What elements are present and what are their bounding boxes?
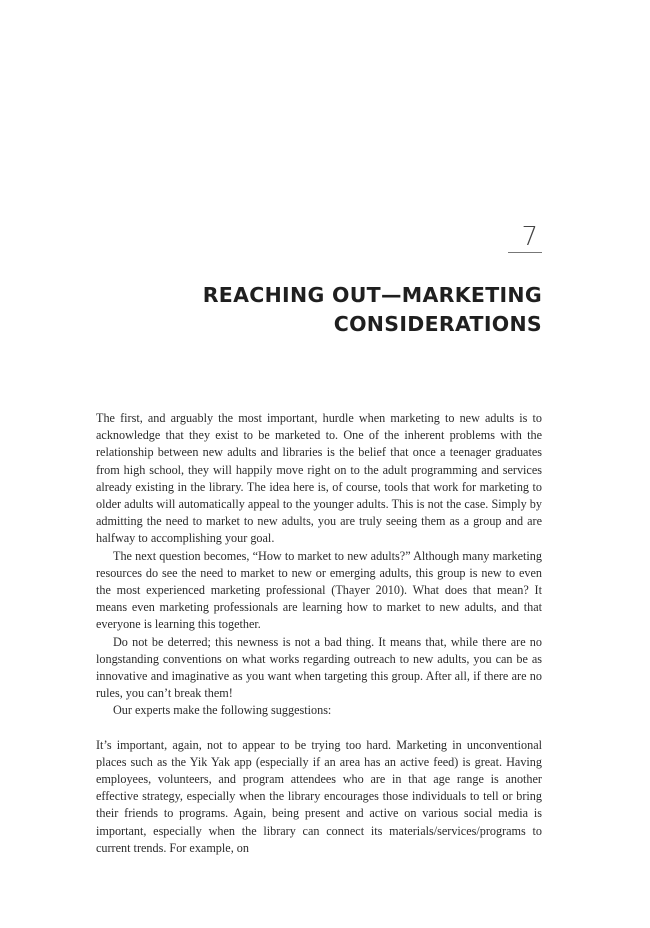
paragraph-do-not-be-deterred: Do not be deterred; this newness is not a bad thing. It means that, while there are no longstanding conventions on what works regarding outreach to new adults, you can be as innovative and imaginative as you want when targeting this group. After all, if there are no rules, you can’t break them!	[96, 634, 542, 701]
chapter-number: 7	[521, 222, 538, 252]
paragraph-expert-quote: It’s important, again, not to appear to be trying too hard. Marketing in unconventional places such as the Yik Yak app (especially if an area has an active feed) is great. Having employees, volunteers, and program attendees who are in that age range is another effective strategy, especially when the library encourages those individuals to tell or bring their friends to programs. Again, being present and active on various social media is important, especially when the library can connect its materials/services/programs to current trends. For example, on	[96, 737, 542, 855]
chapter-title	[82, 281, 542, 339]
body-text	[96, 410, 542, 857]
paragraph-intro: The first, and arguably the most important, hurdle when marketing to new adults is to acknowledge that they exist to be marketed to. One of the inherent problems with the relationship between new adults and libraries is the belief that once a teenager graduates from high school, they will happily move right on to the adult programming and services already existing in the library. The idea here is, of course, tools that work for marketing to older adults will automatically appeal to the younger adults. This is not the case. Simply by admitting the need to market to new adults, you are truly seeing them as a group and are halfway to accomplishing your goal.	[96, 411, 542, 546]
chapter-title-line-1: REACHING OUT—MARKETING	[202, 283, 542, 307]
paragraph-next-question: The next question becomes, “How to market to new adults?” Although many marketing resources do see the need to market to new or emerging adults, this group is new to even the most experienced marketing professional (Thayer 2010). What does that mean? It means even marketing professionals are learning how to market to new adults, and that everyone is learning this together.	[96, 548, 542, 632]
chapter-number-rule	[508, 252, 542, 253]
chapter-title-line-2: CONSIDERATIONS	[333, 312, 542, 336]
paragraph-suggestions-lead: Our experts make the following suggestions:	[113, 703, 332, 718]
